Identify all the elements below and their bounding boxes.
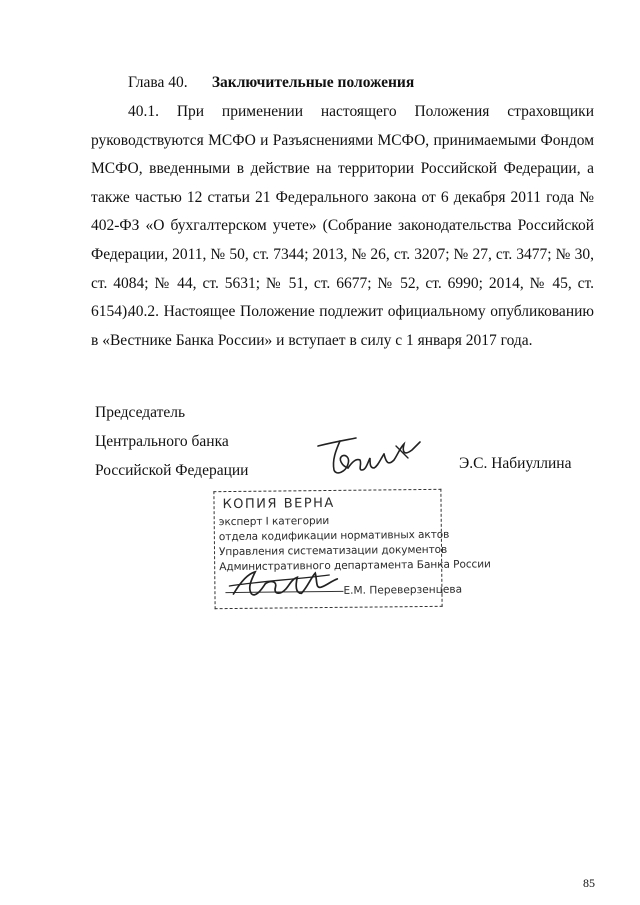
stamp-name: Е.М. Переверзенцева (343, 583, 463, 597)
signatory-position-line: Российской Федерации (95, 462, 249, 479)
signatory-position-line: Председатель (95, 404, 186, 421)
stamp-line: Административного департамента Банка России (219, 558, 491, 574)
stamp-line: Управления систематизации документов (218, 543, 448, 559)
signatory-position (95, 398, 248, 485)
chapter-number: Глава 40. (128, 74, 188, 91)
stamp-line: отдела кодификации нормативных актов (218, 528, 450, 544)
paragraph-40-1: 40.1. При применении настоящего Положения страховщики руководствуются МСФО и Разъяснениями МСФО, принимаемыми Фондом МСФО, введенными в действие на территории Российской Федерации, а также частью 12 статьи 21 Федерального закона от 6 декабря 2011 года № 402-ФЗ «О бухгалтерском учете» (Собрание законодательства Российской Федерации, 2011, № 50, ст. 7344; 2013, № 26, ст. 3207; № 27, ст. 3477; № 30, ст. 4084; № 44, ст. 5631; № 51, ст. 6677; № 52, ст. 6990; 2014, № 45, ст. 6154). (91, 103, 594, 321)
signatory-position-line: Центрального банка (95, 433, 229, 450)
chapter-title: Заключительные положения (211, 74, 415, 91)
paragraph-40-2: 40.2. Настоящее Положение подлежит официальному опубликованию в «Вестнике Банка России» и вступает в силу с 1 января 2017 года. (91, 303, 594, 349)
signatory-name: Э.С. Набиуллина (459, 455, 572, 472)
stamp-line: эксперт I категории (218, 514, 330, 529)
stamp-handwritten-signature (225, 563, 345, 604)
chapter-heading (128, 74, 414, 92)
page-number: 85 (583, 876, 595, 890)
certification-stamp (213, 489, 491, 609)
stamp-title: КОПИЯ ВЕРНА (222, 495, 335, 513)
handwritten-signature (312, 432, 424, 480)
